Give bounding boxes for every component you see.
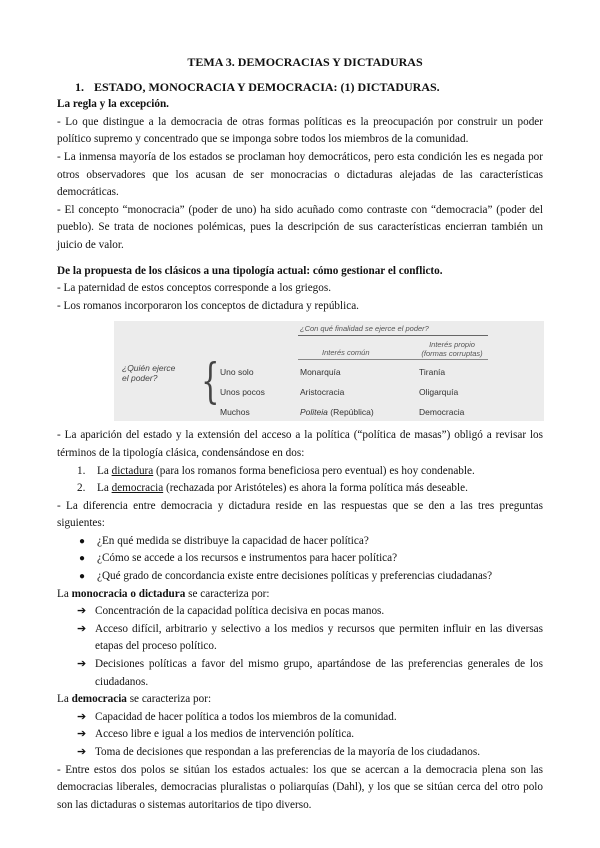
demo-intro: La democracia se caracteriza por: — [57, 693, 212, 706]
row3-bad: Democracia — [419, 407, 465, 418]
bullet-icon: ● — [79, 535, 86, 547]
classics-subheading: De la propuesta de los clásicos a una tipología actual: cómo gestionar el conflicto. — [57, 264, 443, 277]
mono-list — [57, 603, 543, 691]
rule-paragraph-1: - Lo que distingue a la democracia de otras formas políticas es la preocupación por construir un poder político supremo y concentrado que se imponga sobre todos los miembros de la comunidad. — [57, 115, 543, 146]
arrow-icon: ➔ — [77, 746, 87, 758]
list-item: ➔ Concentración de la capacidad política decisiva en pocas manos. — [57, 603, 543, 621]
figure-col2-header-line1: Interés propio — [429, 340, 475, 350]
row2-good: Aristocracia — [300, 387, 345, 398]
after-paragraph-2: - La diferencia entre democracia y dictadura reside en las respuestas que se den a las tres preguntas siguientes: — [57, 499, 543, 530]
list-item: ➔ Toma de decisiones que respondan a las preferencias de la mayoría de los ciudadanos. — [57, 744, 543, 762]
figure-col1-header: Interés común — [322, 348, 370, 358]
list-item: 1. La dictadura (para los romanos forma beneficiosa pero eventual) es hoy condenable. — [77, 464, 475, 477]
final-paragraph: - Entre estos dos polos se sitúan los estados actuales: los que se acercan a la democracia plena son las democracias liberales, democracias pluralistas o poliarquías (Dahl), y los que se sitúan cerca del otro polo son las dictaduras o sistemas autoritarios de tipo diverso. — [57, 763, 543, 811]
figure-question-line1: ¿Quién ejerce — [122, 363, 176, 374]
figure-top-header: ¿Con qué finalidad se ejerce el poder? — [300, 324, 429, 334]
demo-list — [57, 709, 543, 762]
row1-good: Monarquía — [300, 367, 341, 378]
term-democracia-bold: democracia — [71, 693, 127, 706]
rule-subheading: La regla y la excepción. — [57, 98, 169, 111]
figure-col2-header — [417, 340, 487, 358]
row1-who: Uno solo — [220, 367, 254, 378]
classics-paragraph-2: - Los romanos incorporaron los conceptos de dictadura y república. — [57, 299, 359, 312]
document-title: TEMA 3. DEMOCRACIAS Y DICTADURAS — [187, 55, 423, 69]
arrow-icon: ➔ — [77, 728, 87, 741]
list-item: ➔ Acceso difícil, arbitrario y selectivo a los medios y recursos que permiten influir en las diversas etapas del proceso político. — [77, 622, 543, 653]
mono-intro: La monocracia o dictadura se caracteriza por: — [57, 587, 270, 600]
row2-bad: Oligarquía — [419, 387, 459, 398]
brace-glyph: { — [201, 353, 220, 410]
list-item: ● ¿En qué medida se distribuye la capacidad de hacer política? — [57, 533, 543, 551]
after-paragraph-1: - La aparición del estado y la extensión del acceso a la política (“política de masas”) obligó a revisar los términos de la tipología clásica, condensándose en dos: — [57, 429, 543, 459]
questions-list — [57, 533, 543, 586]
two-forms-list — [57, 463, 543, 498]
section-number: 1. — [75, 79, 84, 94]
section-heading-text: ESTADO, MONOCRACIA Y DEMOCRACIA: (1) DICTADURAS. — [94, 79, 440, 94]
term-dictadura: dictadura — [111, 464, 154, 477]
arrow-icon: ➔ — [77, 658, 87, 671]
bullet-icon: ● — [79, 553, 86, 565]
arrow-icon: ➔ — [77, 710, 87, 723]
figure-question — [122, 363, 175, 383]
classics-paragraph-1: - La paternidad de estos conceptos corresponde a los griegos. — [57, 282, 332, 295]
row3-good-rest: (República) — [327, 407, 374, 418]
document-page — [57, 54, 543, 814]
rule-paragraph-2: - La inmensa mayoría de los estados se proclaman hoy democráticos, pero esta condición les es negada por otros observadores que los acusan de ser monocracias o dictaduras alejadas de las características democráticas. — [57, 150, 543, 199]
rule-paragraph-3: - El concepto “monocracia” (poder de uno) ha sido acuñado como contraste con “democracia” (poder del pueblo). Se trata de nociones polémicas, pues la descripción de sus características encierran también un juicio de valor. — [57, 203, 543, 251]
list-item: ➔ Capacidad de hacer política a todos los miembros de la comunidad. — [57, 709, 543, 727]
arrow-icon: ➔ — [77, 622, 87, 635]
term-democracia: democracia — [111, 482, 164, 495]
list-item: ● ¿Cómo se accede a los recursos e instrumentos para hacer política? — [57, 550, 543, 568]
list-item: ● ¿Qué grado de concordancia existe entre decisiones políticas y preferencias ciudadanas? — [57, 568, 543, 586]
list-item: ➔ Acceso libre e igual a los medios de intervención política. — [57, 726, 543, 744]
list-item: ➔ Decisiones políticas a favor del mismo grupo, apartándose de las preferencias generales de los ciudadanos. — [77, 658, 543, 688]
row3-good-italic: Politeia — [300, 407, 328, 418]
bullet-icon: ● — [79, 571, 86, 583]
figure-col2-header-line2: (formas corruptas) — [421, 349, 483, 359]
typology-figure — [114, 321, 544, 421]
row3-who: Muchos — [220, 407, 250, 418]
arrow-icon: ➔ — [77, 605, 87, 618]
term-monocracia: monocracia o dictadura — [71, 587, 186, 600]
figure-header-rule — [298, 359, 488, 360]
figure-top-rule — [298, 335, 488, 336]
row1-bad: Tiranía — [419, 367, 446, 378]
row3-good — [300, 407, 374, 417]
row2-who: Unos pocos — [220, 387, 265, 398]
list-item: 2. La democracia (rechazada por Aristóteles) es ahora la forma política más deseable. — [77, 482, 468, 495]
figure-question-line2: el poder? — [122, 373, 158, 384]
section-heading — [75, 79, 543, 97]
